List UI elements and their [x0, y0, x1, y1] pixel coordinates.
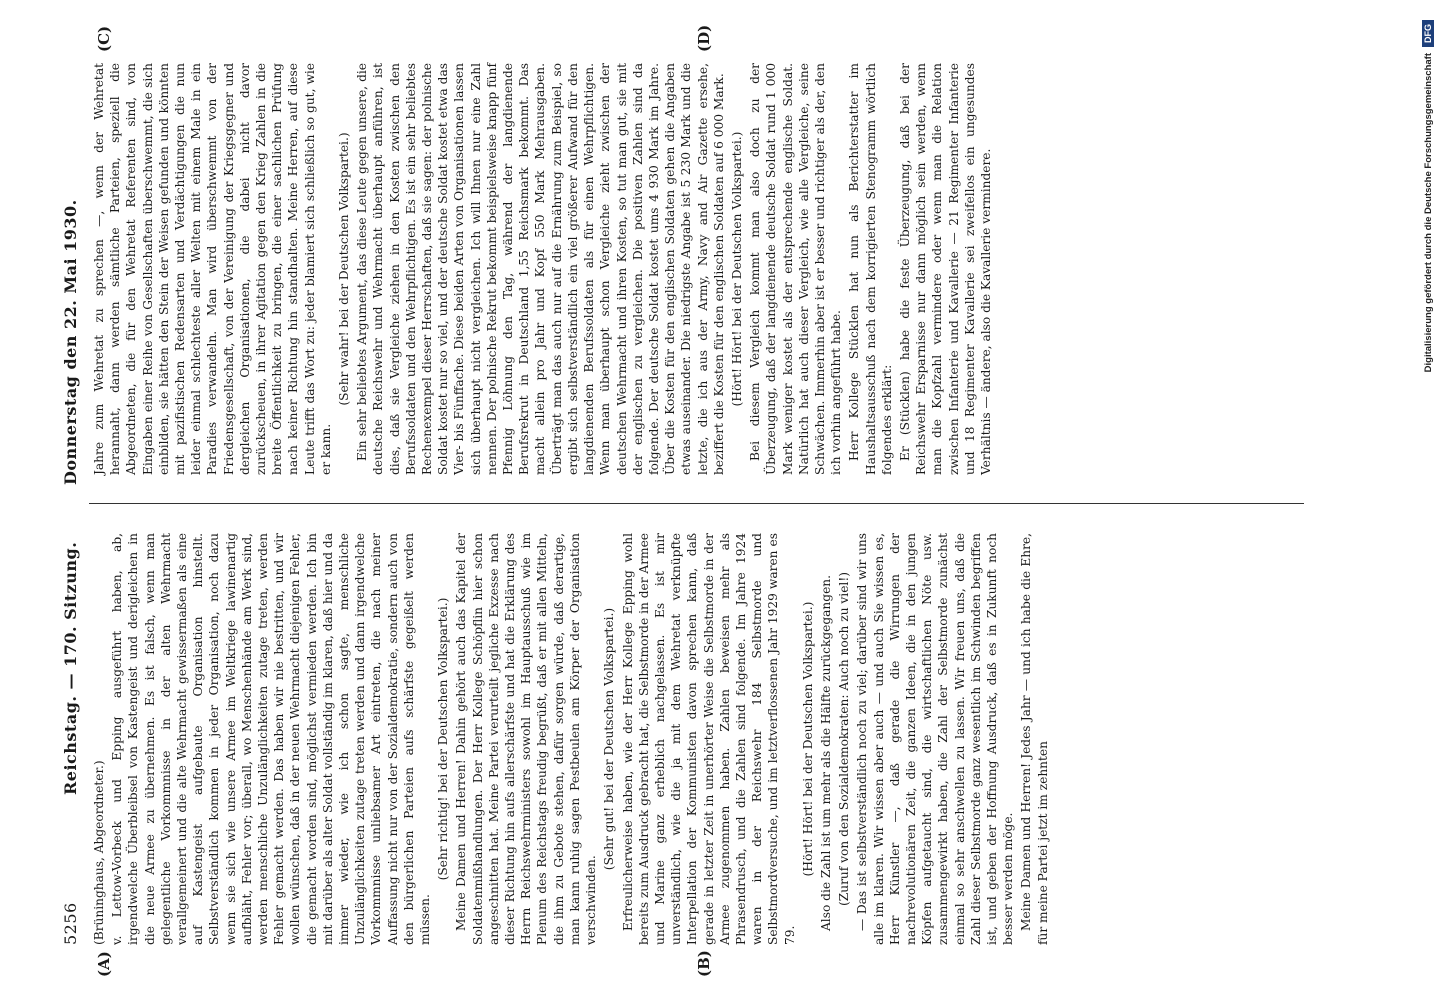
quote: Er (Stücklen) habe die feste Überzeugung, daß bei der Reichswehr Ersparnisse nur dann möglich sein werden, wenn man die Kopfzahl vermindere oder wenn man die Relation zwischen Infanterie und Kavallerie — 21 Regimenter Infanterie und 18 Regimenter Kavallerie sei zweifellos ein ungesundes Verhältnis — ändere, also die Kavallerie vermindere. — [897, 63, 993, 475]
right-column — [91, 63, 996, 475]
paragraph: — Das ist selbstverständlich noch zu viel; darüber sind wir uns alle im klaren. Wir wissen aber auch — und auch Sie wissen es, Herr Künstler —, daß gerade die Wirrungen der nachrevolutionären Zeit, die ganzen Ideen, die in den jungen Köpfen aufgetaucht sind, die wirtschaftlichen Nöte usw. zusammengewirkt haben, die Zahl der Selbstmorde zunächst einmal so sehr anschwellen zu lassen. Wir freuen uns, daß die Zahl dieser Selbstmorde ganz wesentlich im Schwinden begriffen ist, und geben der Hoffnung Ausdruck, daß es in Zukunft noch besser werden möge. — [855, 533, 1016, 945]
interjection: (Sehr richtig! bei der Deutschen Volkspartei.) — [436, 597, 451, 881]
left-column — [91, 533, 1053, 945]
margin-marker-d: (D) — [695, 24, 713, 52]
interjection: (Sehr wahr! bei der Deutschen Volkspartei.) — [337, 132, 352, 406]
interjection: (Hört! Hört! bei der Deutschen Volkspartei.) — [729, 131, 744, 407]
paragraph: Meine Damen und Herren! Dahin gehört auch das Kapitel der Soldatenmißhandlungen. Der Herr Kollege Schöpflin hier schon angeschnitten hat. Meine Partei verurteilt jegliche Exzesse nach dieser Richtung hin aufs allerschärfste und hat die Erklärung des Herrn Reichswehrministers sowohl im Hauptausschuß wie im Plenum des Reichstags freudig begrüßt, daß er mit allen Mitteln, die ihm zu Gebote stehen, dafür sorgen würde, daß derartige, man kann ruhig sagen Pestbeulen am Körper der Organisation verschwinden. — [454, 533, 599, 945]
credit-text: Digitalisierung gefördert durch die Deutsche Forschungsgemeinschaft — [1422, 53, 1434, 373]
interjection: (Hört! Hört! bei der Deutschen Volkspartei.) — [800, 601, 815, 877]
header-right: Donnerstag den 22. Mai 1930. — [61, 199, 80, 485]
document-page — [55, 24, 1315, 977]
paragraph: Ein sehr beliebtes Argument, das diese Leute gegen unsere, die deutsche Reichswehr und Wehrmacht überhaupt anführen, ist dies, daß sie Vergleiche ziehen in den Kosten zwischen den Berufssoldaten und den Wehrpflichtigen. Es ist ein sehr beliebtes Rechenexempel dieser Herrschaften, daß sie sagen: der polnische Soldat kostet nur so viel, und der deutsche Soldat kostet etwa das Vier- bis Fünffache. Diese beiden Arten von Organisationen lassen sich überhaupt nicht vergleichen. Ich will Ihnen nur eine Zahl nennen. Der polnische Rekrut bekommt beispielsweise knapp fünf Pfennig Löhnung den Tag, während der langdienende Berufsrekrut in Deutschland 1,55 Reichsmark bekommt. Das macht allein pro Jahr und Kopf 550 Mark Mehrausgaben. Überträgt man das auch nur auf die Ernährung zum Beispiel, so ergibt sich selbstverständlich ein viel größerer Aufwand für den langdienenden Berufssoldaten als für einen Wehrpflichtigen. Wenn man überhaupt schon Vergleiche zieht zwischen der deutschen Wehrmacht und ihren Kosten, so tut man gut, sie mit der englischen zu vergleichen. Die positiven Zahlen sind da folgende. Der deutsche Soldat kostet ums 4 930 Mark im Jahre. Über die Kosten für den englischen Soldaten gehen die Angaben etwas auseinander. Die niedrigste Angabe ist 5 230 Mark und die letzte, die ich aus der Army, Navy and Air Gazette ersehe, beziffert die Kosten für den englischen Soldaten auf 6 000 Mark. — [355, 63, 726, 475]
margin-marker-a: (A) — [95, 951, 113, 977]
paragraph: Meine Damen und Herren! Jedes Jahr — und ich habe die Ehre, für meine Partei jetzt im zehnten — [1019, 533, 1050, 945]
rotated-page-content — [55, 24, 1315, 977]
paragraph: v. Lettow-Vorbeck und Epping ausgeführt haben, ab, irgendwelche Überbleibsel von Kastengeist und derigleichen in die neue Armee zu übernehmen. Es ist falsch, wenn man gelegentliche Vorkommnisse in der alten Wehrmacht verallgemeinert und die alte Wehrmacht gewissermaßen als eine auf Kastengeist aufgebaute Organisation hinstellt. Selbstverständlich kommen in jeder Organisation, noch dazu wenn sie sich wie unsere Armee im Weltkriege lawinenartig aufbläht, Fehler vor; überall, wo Menschenhände am Werk sind, werden menschliche Unzulänglichkeiten zutage treten, werden Fehler gemacht werden. Das haben wir nie bestritten, und wir wollen wünschen, daß in der neuen Wehrmacht diejenigen Fehler, die gemacht worden sind, möglichst vermieden werden. Ich bin mit darüber als alter Soldat vollständig im klaren, daß hier und da immer wieder, wie ich schon sagte, menschliche Unzulänglichkeiten zutage treten werden und dann irgendwelche Vorkommnisse unliebsamer Art eintreten, die nach meiner Auffassung nicht nur von der Sozialdemokratie, sondern auch von den bürgerlichen Parteien aufs schärfste gegeißelt werden müssen. — [110, 533, 433, 945]
dfg-logo: DFG — [1422, 20, 1434, 47]
paragraph: Also die Zahl ist um mehr als die Hälfte zurückgegangen. — [818, 574, 833, 931]
paragraph: Bei diesem Vergleich kommt man also doch zu der Überzeugung, daß der langdienende deutsche Soldat rund 1 000 Mark weniger kostet als der entsprechende englische Soldat. Natürlich hat auch dieser Vergleich, wie alle Vergleiche, seine Schwächen. Immerhin aber ist er besser und richtiger als der, den ich vorhin angeführt habe. — [748, 63, 844, 475]
paragraph: Jahre zum Wehretat zu sprechen —, wenn der Wehretat herannaht, dann werden sämtliche Parteien, speziell die Abgeordneten, die für den Wehretat Referenten sind, von Eingaben einer Reihe von Gesellschaften überschwemmt, die sich einbilden, sie hätten den Stein der Weisen gefunden und könnten mit pazifistischen Redensarten und Verdächtigungen die nun leider einmal schlechteste aller Welten mit einem Male in ein Paradies verwandeln. Man wird überschwemmt von der Friedensgesellschaft, von der Vereinigung der Kriegsgegner und dergleichen Organisationen, die dabei nicht davor zurückscheuen, in ihrer Agitation gegen den Krieg Zahlen in die breite Öffentlichkeit zu bringen, die einer sachlichen Prüfung nach keiner Richtung hin standhalten. Meine Herren, auf diese Leute trifft das Wort zu: jeder blamiert sich schließlich so gut, wie er kann. — [92, 63, 333, 475]
paragraph: (Brüninghaus, Abgeordneter.) — [92, 760, 106, 945]
interjection: (Zuruf von den Sozialdemokraten: Auch noch zu viel!) — [837, 572, 852, 906]
header-left: Reichstag. — 170. Sitzung. — [61, 541, 80, 795]
paragraph: Herr Kollege Stücklen hat nun als Berichterstatter im Haushaltsausschuß nach dem korrigierten Stenogramm wörtlich folgendes erklärt: — [847, 63, 894, 475]
page-number: 5256 — [61, 902, 80, 945]
column-divider — [89, 503, 1304, 504]
margin-marker-c: (C) — [95, 25, 113, 52]
paragraph: Erfreulicherweise haben, wie der Herr Kollege Epping wohl bereits zum Ausdruck gebracht hat, die Selbstmorde in der Armee und Marine ganz erheblich nachgelassen. Es ist mir unverständlich, wie die ja mit dem Wehretat verknüpfte Interpellation der Kommunisten davon sprechen kann, daß gerade in letzter Zeit in unerhörter Weise die Selbstmorde in der Armee zugenommen haben. Zahlen beweisen mehr als Phrasendrusch, und die Zahlen sind folgende. Im Jahre 1924 waren in der Reichswehr 184 Selbstmorde und Selbstmordversuche, und im letztverflossenen Jahr 1929 waren es 79. — [620, 532, 797, 945]
margin-marker-b: (B) — [695, 950, 713, 977]
interjection: (Sehr gut! bei der Deutschen Volkspartei.) — [602, 607, 617, 871]
page-header — [55, 55, 89, 945]
side-credit — [1418, 0, 1434, 1000]
